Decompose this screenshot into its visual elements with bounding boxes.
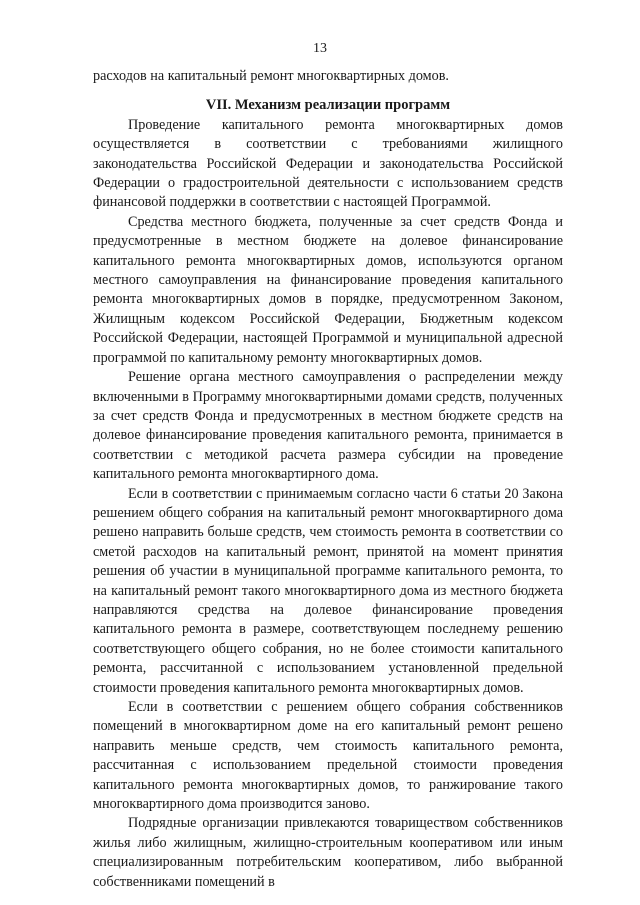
continuation-paragraph: расходов на капитальный ремонт многоквартирных домов. [93,68,449,84]
body-paragraph-5: Если в соответствии с решением общего собрания собственников помещений в многоквартирном доме на его капитальный ремонт решено направить меньше средств, чем стоимость капитального ремонта, рассчитанная с использованием предельной стоимости проведения капитального ремонта многоквартирных домов, то ранжирование такого многоквартирного дома производится заново. [93,699,563,813]
body-paragraph-1: Проведение капитального ремонта многоквартирных домов осуществляется в соответствии с требованиями жилищного законодательства Российской Федерации и законодательства Российской Федерации о градостроительной деятельности с использованием средств финансовой поддержки в соответствии с настоящей Программой. [93,116,563,211]
body-paragraph-3: Решение органа местного самоуправления о распределении между включенными в Программу многоквартирными домами средств, полученных за счет средств Фонда и предусмотренных в местном бюджете средств на долевое финансирование проведения капитального ремонта, принимается в соответствии с методикой расчета размера субсидии на проведение капитального ремонта многоквартирного дома. [93,369,563,483]
page-number: 13 [313,41,327,56]
body-paragraph-6: Подрядные организации привлекаются товариществом собственников жилья либо жилищным, жилищно-строительным кооперативом или иным специализированным потребительским кооперативом, либо выбранной собственниками помещений в [93,815,563,890]
document-body [93,67,563,892]
section-heading: VII. Механизм реализации программ [205,97,451,114]
body-paragraph-4: Если в соответствии с принимаемым согласно части 6 статьи 20 Закона решением общего собрания на капитальный ремонт многоквартирного дома решено направить больше средств, чем стоимость ремонта в соответствии со сметой расходов на капитальный ремонт, принятой на момент принятия решения об участии в муниципальной программе капитального ремонта, то на капитальный ремонт такого многоквартирного дома из местного бюджета направляются средства на долевое финансирование проведения капитального ремонта в размере, соответствующем последнему решению соответствующего общего собрания, но не более стоимости капитального ремонта, рассчитанной с использованием установленной предельной стоимости проведения капитального ремонта многоквартирных домов. [93,485,563,696]
body-paragraph-2: Средства местного бюджета, полученные за счет средств Фонда и предусмотренные в местном бюджете на долевое финансирование капитального ремонта многоквартирных домов, используются органом местного самоуправления на финансирование проведения капитального ремонта многоквартирных домов в порядке, предусмотренном Законом, Жилищным кодексом Российской Федерации, Бюджетным кодексом Российской Федерации, настоящей Программой и муниципальной адресной программой по капитальному ремонту многоквартирных домов. [93,213,563,366]
